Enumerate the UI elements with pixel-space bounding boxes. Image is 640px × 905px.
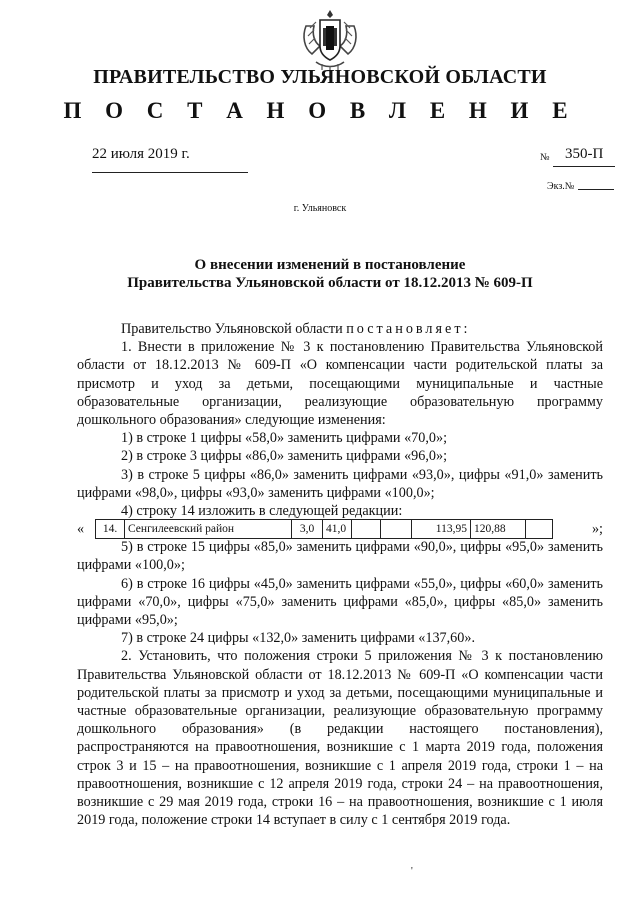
row-14-table: [95, 519, 553, 539]
government-name: ПРАВИТЕЛЬСТВО УЛЬЯНОВСКОЙ ОБЛАСТИ: [93, 66, 547, 88]
sub-item-4: 4) строку 14 изложить в следующей редакции:: [121, 503, 403, 520]
table-cell: 120,88: [471, 520, 526, 539]
sub-item-7: 7) в строке 24 цифры «132,0» заменить цифрами «137,60».: [121, 630, 476, 647]
scan-mark: ': [411, 866, 413, 877]
date-underline: [92, 172, 248, 173]
table-row: [96, 520, 553, 539]
intro-verb: постановляет:: [346, 321, 471, 337]
item-2: 2. Установить, что положения строки 5 приложения № 3 к постановлению Правительства Ульяновской области от 18.12.2013 № 609-П «О компенсации части родительской платы за присмотр и уход за детьми, посещающими муниципальные и частные образовательные организации, реализующие образовательную программу дошкольного образования» (в редакции настоящего постановления), распространяются на правоотношения, возникшие с 1 марта 2019 года, положения строк 3 и 15 – на правоотношения, возникшие с 1 апреля 2019 года, строки 1 – на правоотношения, возникшие с 12 апреля 2019 года, строки 24 – на правоотношения, возникшие с 29 мая 2019 года, строки 16 – на правоотношения, возникшие с 1 июля 2019 года, положение строки 14 вступает в силу с 1 сентября 2019 года.: [77, 648, 603, 829]
intro-text: Правительство Ульяновской области: [121, 321, 343, 337]
decree-body: [77, 320, 603, 829]
table-cell: 3,0: [292, 520, 323, 539]
table-cell: [381, 520, 412, 539]
table-cell: 113,95: [412, 520, 471, 539]
sub-item-5: 5) в строке 15 цифры «85,0» заменить цифрами «90,0», цифры «95,0» заменить цифрами «100,0»;: [77, 539, 603, 574]
title-line-1: О внесении изменений в постановление: [194, 257, 466, 273]
sub-item-1: 1) в строке 1 цифры «58,0» заменить цифрами «70,0»;: [121, 430, 448, 447]
sub-item-3: 3) в строке 5 цифры «86,0» заменить цифрами «93,0», цифры «91,0» заменить цифрами «98,0», цифры «93,0» заменить цифрами «100,0»;: [77, 466, 603, 501]
decree-number: 350-П: [565, 146, 604, 162]
quote-open: «: [77, 521, 85, 538]
sub-item-6: 6) в строке 16 цифры «45,0» заменить цифрами «55,0», цифры «60,0» заменить цифрами «70,0», цифры «75,0» заменить цифрами «85,0», цифры «85,0» заменить цифрами «95,0»;: [77, 575, 603, 629]
table-cell: [352, 520, 381, 539]
coat-of-arms-icon: [300, 6, 360, 74]
document-type: П О С Т А Н О В Л Е Н И Е: [63, 98, 577, 123]
intro-paragraph: [77, 320, 603, 338]
decree-date: 22 июля 2019 г.: [92, 146, 190, 162]
table-cell: Сенгилеевский район: [125, 520, 292, 539]
table-cell: 14.: [96, 520, 125, 539]
sub-item-2: 2) в строке 3 цифры «86,0» заменить цифрами «96,0»;: [121, 448, 448, 465]
title-line-2: Правительства Ульяновской области от 18.12.2013 № 609-П: [127, 275, 533, 291]
decree-title: [0, 256, 640, 292]
copy-underline: [578, 189, 614, 190]
copy-label: Экз.№: [547, 181, 575, 192]
table-cell: 41,0: [323, 520, 352, 539]
number-underline: [553, 166, 615, 167]
number-label: №: [540, 152, 550, 163]
table-cell: [526, 520, 553, 539]
row-14-quote: [77, 520, 603, 538]
city: г. Ульяновск: [293, 203, 347, 214]
quote-close: »;: [591, 521, 603, 538]
item-1: 1. Внести в приложение № 3 к постановлению Правительства Ульяновской области от 18.12.2013 № 609-П «О компенсации части родительской платы за присмотр и уход за детьми, посещающими муниципальные и частные образовательные организации, реализующие образовательную программу дошкольного образования» следующие изменения:: [77, 339, 603, 429]
